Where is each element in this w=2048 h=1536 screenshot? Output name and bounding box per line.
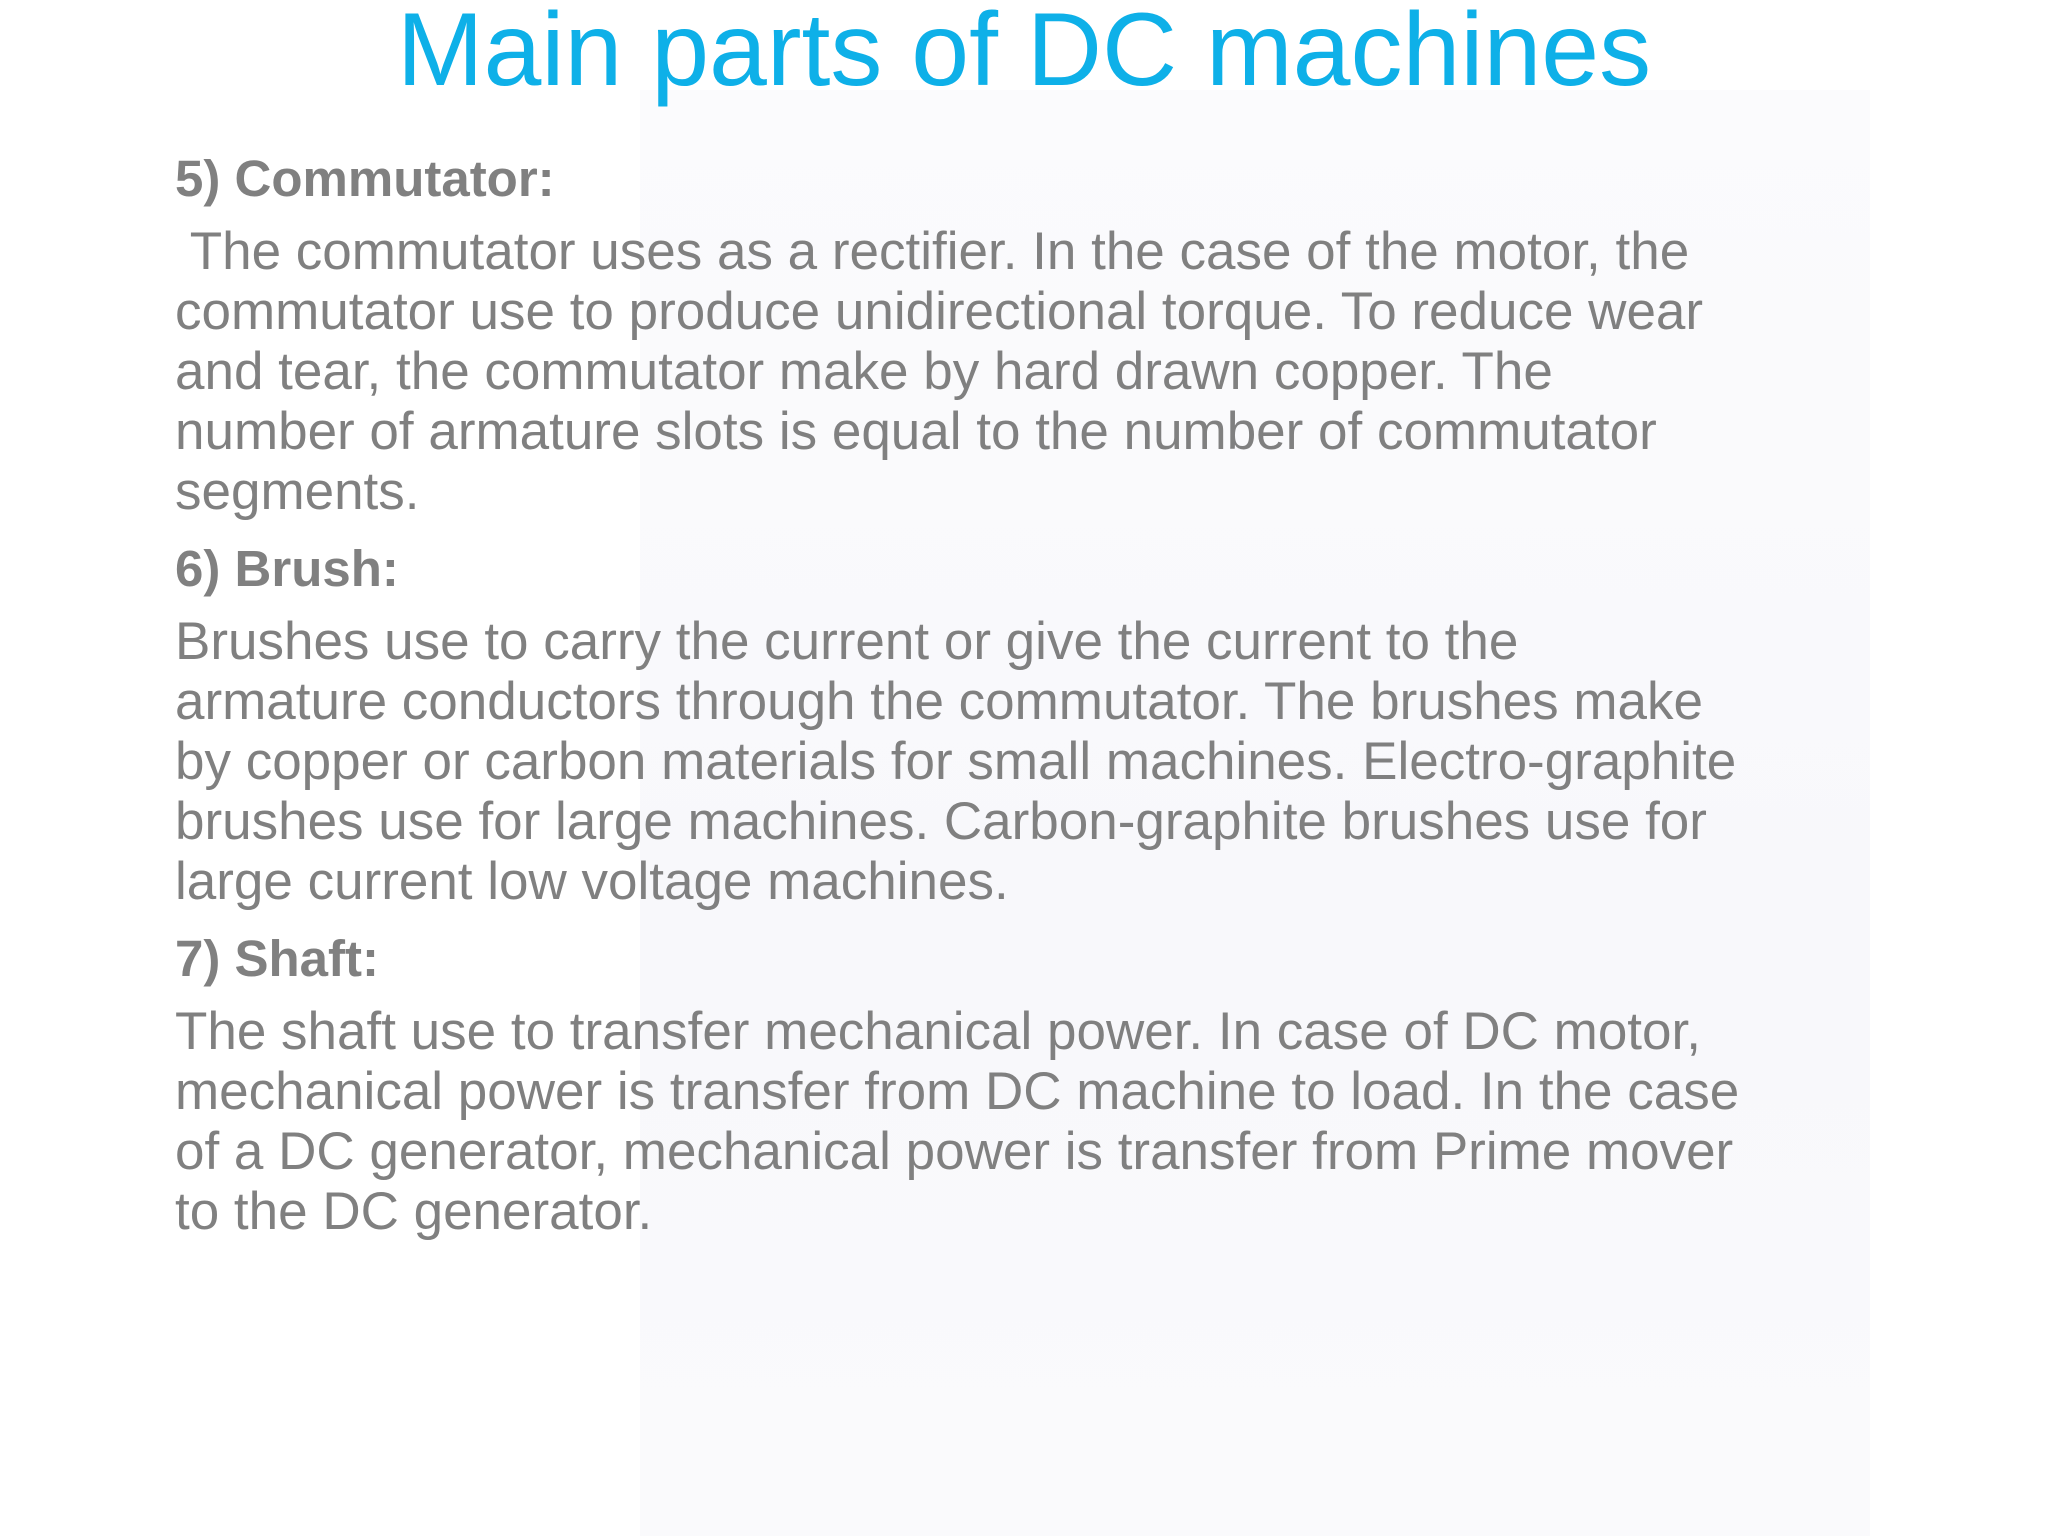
paragraph-line: large current low voltage machines. <box>175 852 1009 911</box>
paragraph-line: mechanical power is transfer from DC machine to load. In the case <box>175 1062 1740 1121</box>
paragraph-line: of a DC generator, mechanical power is transfer from Prime mover <box>175 1122 1734 1181</box>
paragraph-line: armature conductors through the commutator. The brushes make <box>175 672 1703 731</box>
section-heading: 6) Brush: <box>175 540 399 597</box>
paragraph-line: The shaft use to transfer mechanical power. In case of DC motor, <box>175 1002 1701 1061</box>
section-paragraph <box>175 994 1895 1246</box>
section-paragraph <box>175 604 1895 916</box>
section-heading: 7) Shaft: <box>175 930 379 987</box>
section-shaft <box>175 916 1895 1246</box>
section-heading: 5) Commutator: <box>175 150 555 207</box>
slide-title: Main parts of DC machines <box>396 0 1652 108</box>
section-commutator <box>175 136 1895 526</box>
paragraph-line: The commutator uses as a rectifier. In the case of the motor, the <box>175 222 1690 281</box>
slide-body <box>175 136 1895 1246</box>
paragraph-line: and tear, the commutator make by hard drawn copper. The <box>175 342 1553 401</box>
paragraph-line: commutator use to produce unidirectional torque. To reduce wear <box>175 282 1704 341</box>
paragraph-line: number of armature slots is equal to the number of commutator <box>175 402 1657 461</box>
paragraph-line: brushes use for large machines. Carbon-graphite brushes use for <box>175 792 1707 851</box>
paragraph-line: segments. <box>175 462 420 521</box>
section-paragraph <box>175 214 1895 526</box>
paragraph-line: Brushes use to carry the current or give the current to the <box>175 612 1519 671</box>
paragraph-line: to the DC generator. <box>175 1182 653 1241</box>
paragraph-line: by copper or carbon materials for small machines. Electro-graphite <box>175 732 1737 791</box>
section-brush <box>175 526 1895 916</box>
